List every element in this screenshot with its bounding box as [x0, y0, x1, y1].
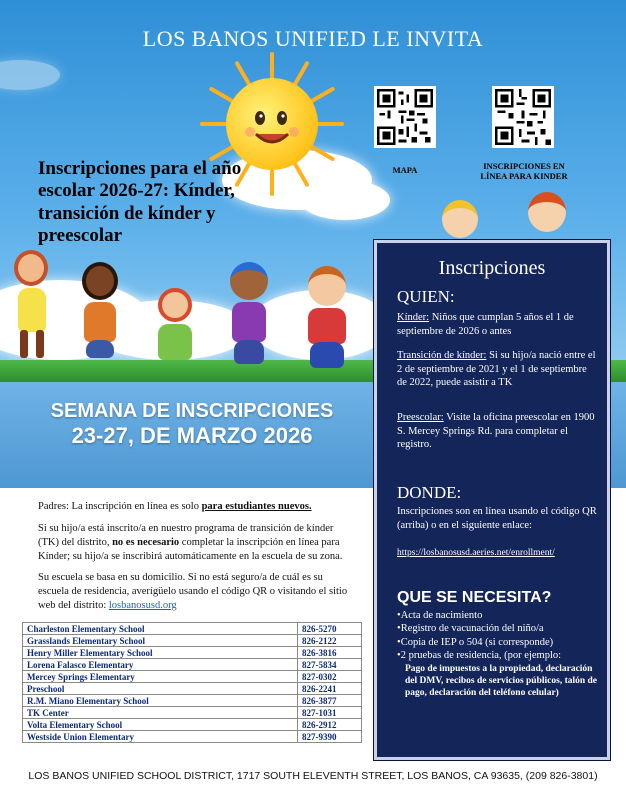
- kinder-eligibility: Kínder: Niños que cumplan 5 años el 1 de septiembre de 2026 o antes: [397, 312, 574, 337]
- panel-title: Inscripciones: [438, 257, 546, 279]
- school-name: Volta Elementary School: [23, 719, 298, 731]
- address-note: Su escuela se basa en su domicilio. Si no está seguro/a de cuál es su escuela de residencia, averígüelo usando el código QR o visitando el sitio web del distrito: losbanosusd.org: [38, 572, 348, 612]
- preschool-eligibility: Preescolar: Visite la oficina preescolar en 1900 S. Mercey Springs Rd. para completar el registro.: [397, 412, 595, 451]
- parents-info: [38, 500, 354, 621]
- where-text: Inscripciones son en línea usando el código QR (arriba) o en el siguiente enlace:: [397, 506, 597, 531]
- school-name: Lorena Falasco Elementary: [23, 659, 298, 671]
- table-row: [23, 635, 362, 647]
- table-row: [23, 707, 362, 719]
- table-row: [23, 659, 362, 671]
- map-qr-code[interactable]: [374, 86, 436, 148]
- enrollment-week-line1: SEMANA DE INSCRIPCIONES: [50, 400, 334, 422]
- school-phone: 827-0302: [298, 671, 362, 683]
- list-item: • Registro de vacunación del niño/a: [397, 622, 603, 635]
- school-phone: 826-3877: [298, 695, 362, 707]
- school-phone: 826-2241: [298, 683, 362, 695]
- cloud: [0, 60, 60, 90]
- table-row: [23, 623, 362, 635]
- table-row: [23, 647, 362, 659]
- school-name: Mercey Springs Elementary: [23, 671, 298, 683]
- school-name: R.M. Miano Elementary School: [23, 695, 298, 707]
- child-illustration: [434, 200, 484, 244]
- school-phone: 827-9390: [298, 731, 362, 743]
- enrollment-link[interactable]: https://losbanosusd.aeries.net/enrollment/: [397, 548, 555, 558]
- table-row: [23, 719, 362, 731]
- cloud: [300, 180, 390, 220]
- requirements-list: [397, 609, 603, 700]
- who-heading: QUIEN:: [397, 287, 455, 306]
- requirements-heading: QUE SE NECESITA?: [397, 589, 552, 606]
- child-illustration: [218, 262, 280, 370]
- school-name: Westside Union Elementary: [23, 731, 298, 743]
- list-item: • 2 pruebas de residencia, (por ejemplo:: [397, 649, 603, 662]
- table-row: [23, 731, 362, 743]
- kinder-enrollment-qr-code[interactable]: [492, 86, 554, 148]
- school-phone: 827-1031: [298, 707, 362, 719]
- child-illustration: [6, 250, 56, 360]
- parents-note: Padres: La inscripción en línea es solo para estudiantes nuevos.: [38, 501, 312, 512]
- page-title: LOS BANOS UNIFIED LE INVITA: [142, 26, 484, 51]
- tk-eligibility: Transición de kínder: Si su hijo/a nació entre el 2 de septiembre de 2021 y el 1 de septiembre de 2022, puede asistir a TK: [397, 350, 596, 389]
- district-website-link[interactable]: losbanosusd.org: [108, 600, 177, 612]
- child-illustration: [70, 262, 130, 362]
- list-item: • Acta de nacimiento: [397, 609, 603, 622]
- school-phone: 826-5270: [298, 623, 362, 635]
- enrollment-week-dates: 23-27, DE MARZO 2026: [71, 423, 313, 448]
- enrollment-headline: Inscripciones para el año escolar 2026-27: Kínder, transición de kínder y preescolar: [38, 158, 242, 247]
- list-item: • Copia de IEP o 504 (si corresponde): [397, 636, 603, 649]
- schools-table: [22, 622, 362, 743]
- tk-note: Si su hijo/a está inscrito/a en nuestro programa de transición de kínder (TK) del distrito, no es necesario completar la inscripción en línea para Kínder; su hijo/a se inscribirá automáticamente en la escuela de su zona.: [38, 522, 343, 562]
- school-phone: 826-2122: [298, 635, 362, 647]
- district-footer: LOS BANOS UNIFIED SCHOOL DISTRICT, 1717 SOUTH ELEVENTH STREET, LOS BANOS, CA 93635, (209 826-3801): [28, 770, 598, 782]
- enrollment-week-title: [0, 400, 384, 448]
- child-illustration: [146, 288, 206, 374]
- where-heading: DONDE:: [397, 483, 462, 502]
- enrollment-info-panel: [374, 240, 610, 760]
- school-name: Henry Miller Elementary School: [23, 647, 298, 659]
- sun-illustration: [226, 78, 318, 170]
- qr-label-kinder: INSCRIPCIONES EN LÍNEA PARA KINDER: [480, 161, 568, 181]
- school-name: Preschool: [23, 683, 298, 695]
- school-phone: 826-2912: [298, 719, 362, 731]
- school-phone: 827-5834: [298, 659, 362, 671]
- child-illustration: [518, 192, 574, 242]
- school-phone: 826-3816: [298, 647, 362, 659]
- school-name: TK Center: [23, 707, 298, 719]
- school-name: Grasslands Elementary School: [23, 635, 298, 647]
- qr-label-map: MAPA: [392, 165, 418, 175]
- child-illustration: [296, 266, 358, 374]
- table-row: [23, 683, 362, 695]
- residency-proof-examples: Pago de impuestos a la propiedad, declaración del DMV, recibos de servicios públicos, talón de pago, declaración del teléfono celular): [405, 663, 598, 699]
- school-name: Charleston Elementary School: [23, 623, 298, 635]
- table-row: [23, 695, 362, 707]
- table-row: [23, 671, 362, 683]
